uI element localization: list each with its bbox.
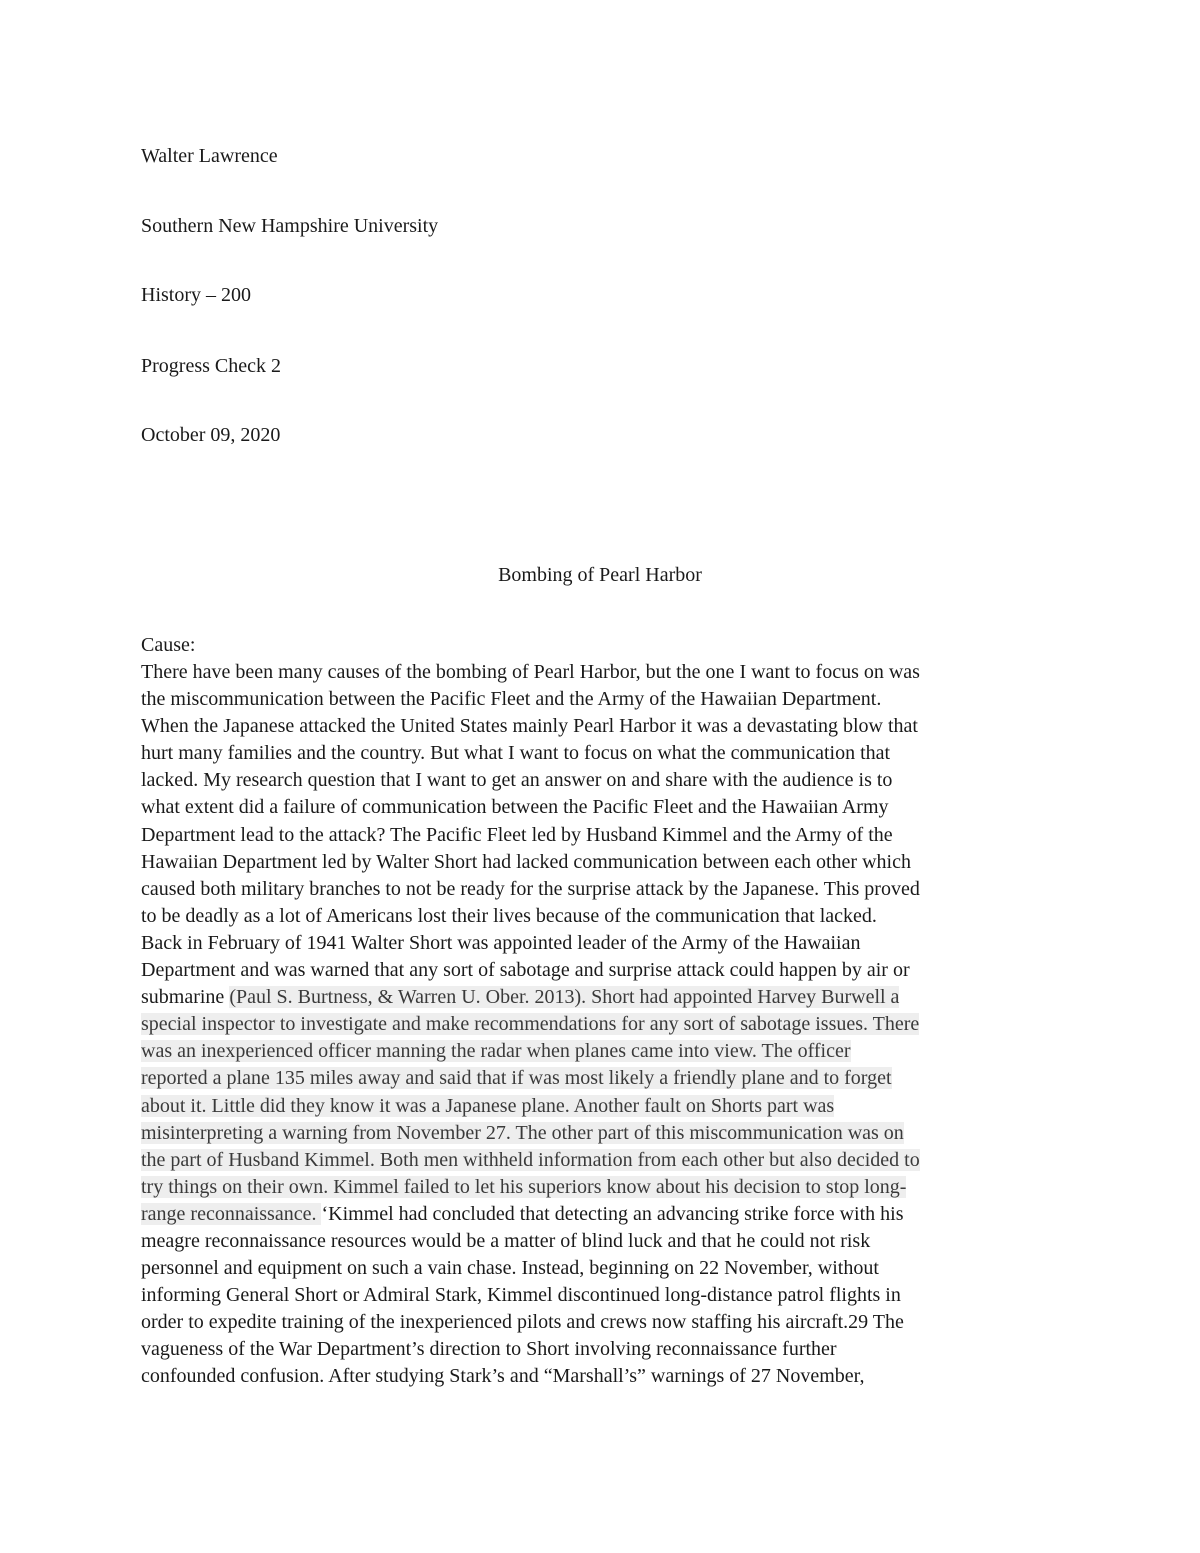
body-line: range reconnaissance. ‘Kimmel had concluded that detecting an advancing strike force with his	[141, 1202, 904, 1225]
institution-name: Southern New Hampshire University	[141, 215, 439, 237]
document-date: October 09, 2020	[141, 424, 281, 446]
body-line: misinterpreting a warning from November 27. The other part of this miscommunication was on	[141, 1121, 904, 1144]
body-line: caused both military branches to not be ready for the surprise attack by the Japanese. This proved	[141, 877, 920, 900]
body-line: Department and was warned that any sort of sabotage and surprise attack could happen by air or	[141, 959, 910, 982]
body-line: lacked. My research question that I want to get an answer on and share with the audience is to	[141, 769, 893, 792]
body-line: what extent did a failure of communication between the Pacific Fleet and the Hawaiian Army	[141, 796, 889, 819]
body-line: Hawaiian Department led by Walter Short had lacked communication between each other which	[141, 850, 911, 873]
body-line: confounded confusion. After studying Stark’s and “Marshall’s” warnings of 27 November,	[141, 1365, 865, 1388]
body-line: vagueness of the War Department’s direction to Short involving reconnaissance further	[141, 1338, 837, 1361]
assignment-name: Progress Check 2	[141, 355, 281, 377]
author-name: Walter Lawrence	[141, 145, 278, 167]
section-label: Cause:	[141, 634, 196, 656]
body-line: the part of Husband Kimmel. Both men withheld information from each other but also decided to	[141, 1148, 920, 1171]
document-title: Bombing of Pearl Harbor	[498, 564, 702, 586]
body-line: Department lead to the attack? The Pacific Fleet led by Husband Kimmel and the Army of the	[141, 823, 893, 846]
course-name: History – 200	[141, 284, 251, 306]
body-line: to be deadly as a lot of Americans lost their lives because of the communication that lacked.	[141, 904, 877, 927]
body-line: special inspector to investigate and make recommendations for any sort of sabotage issues. There	[141, 1013, 920, 1036]
body-line: reported a plane 135 miles away and said that if was most likely a friendly plane and to forget	[141, 1067, 892, 1090]
body-line: submarine (Paul S. Burtness, & Warren U. Ober. 2013). Short had appointed Harvey Burwell a	[141, 986, 900, 1009]
body-line: meagre reconnaissance resources would be a matter of blind luck and that he could not risk	[141, 1229, 871, 1252]
body-line: hurt many families and the country. But what I want to focus on what the communication that	[141, 742, 891, 765]
body-line: Back in February of 1941 Walter Short was appointed leader of the Army of the Hawaiian	[141, 931, 861, 954]
body-line: personnel and equipment on such a vain chase. Instead, beginning on 22 November, without	[141, 1257, 879, 1280]
body-line: There have been many causes of the bombing of Pearl Harbor, but the one I want to focus on was	[141, 661, 920, 683]
body-line: informing General Short or Admiral Stark, Kimmel discontinued long-distance patrol flights in	[141, 1284, 901, 1307]
body-text	[141, 659, 1071, 1391]
body-line: the miscommunication between the Pacific Fleet and the Army of the Hawaiian Department.	[141, 688, 882, 711]
body-line: about it. Little did they know it was a Japanese plane. Another fault on Shorts part was	[141, 1094, 835, 1117]
body-line: When the Japanese attacked the United States mainly Pearl Harbor it was a devastating blow that	[141, 715, 918, 738]
quote-start: ‘Kimmel had concluded that detecting an advancing strike force with his	[321, 1202, 904, 1225]
body-line: order to expedite training of the inexperienced pilots and crews now staffing his aircraft.29 The	[141, 1311, 904, 1334]
body-line: was an inexperienced officer manning the radar when planes came into view. The officer	[141, 1040, 851, 1063]
body-line: try things on their own. Kimmel failed to let his superiors know about his decision to stop long-	[141, 1175, 907, 1198]
